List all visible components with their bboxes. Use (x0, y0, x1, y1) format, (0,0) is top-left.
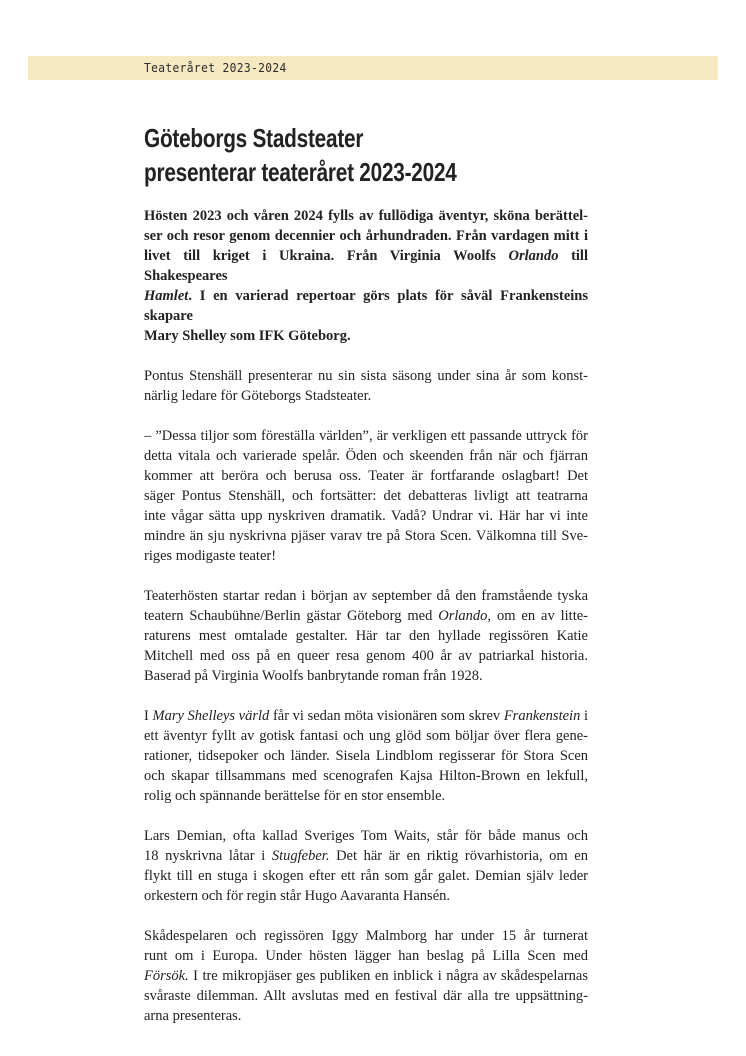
italic-title: Mary Shelleys värld (152, 708, 270, 724)
text-segment: detta vitala och varierade spelår. Öden och skeenden från när och fjärran (144, 448, 588, 464)
text-segment: i (580, 708, 589, 724)
text-line (144, 546, 588, 566)
text-line (144, 746, 588, 766)
text-segment: Teaterhösten startar redan i början av september då den framstående tyska (144, 588, 588, 604)
text-segment: rolig och spännande berättelse för en stor ensemble. (144, 788, 446, 804)
text-segment: ser och resor genom decennier och århundraden. Från vardagen mitt i (144, 228, 588, 244)
text-segment: Mitchell med oss på en queer resa genom 400 år av patriarkal historia. (144, 648, 588, 664)
text-line (144, 606, 588, 626)
text-line (144, 926, 588, 946)
text-segment: runt om i Europa. Under hösten lägger han beslag på Lilla Scen med (144, 948, 588, 964)
running-header: Teateråret 2023-2024 (144, 60, 287, 75)
text-line (144, 506, 588, 526)
header-band (28, 56, 718, 80)
text-segment: svåraste dilemman. Allt avslutas med en festival där alla tre uppsättning- (144, 988, 588, 1004)
text-line (144, 866, 588, 886)
italic-title: Orlando, (438, 608, 492, 624)
text-line (144, 206, 588, 226)
body-paragraph (144, 586, 588, 686)
text-segment: Baserad på Virginia Woolfs banbrytande roman från 1928. (144, 668, 483, 684)
text-segment: livet till kriget i Ukraina. Från Virginia Woolfs (144, 248, 509, 264)
text-segment: närlig ledare för Göteborgs Stadsteater. (144, 388, 372, 404)
article-body (144, 206, 588, 1046)
body-paragraph (144, 706, 588, 806)
text-segment: flykt till en stuga i skogen efter ett rån som går galet. Demian själv leder (144, 868, 588, 884)
text-segment: mindre än sju nyskrivna pjäser varav tre på Stora Scen. Välkomna till Sve- (144, 528, 588, 544)
text-segment: Pontus Stenshäll presenterar nu sin sista säsong under sina år som konst- (144, 368, 588, 384)
text-line (144, 586, 588, 606)
text-line (144, 386, 588, 406)
text-segment: och skapar tillsammans med scenografen Kajsa Hilton-Brown en lekfull, (144, 768, 588, 784)
text-segment: säger Pontus Stenshäll, och fortsätter: det debatteras livligt att teatrarna (144, 488, 588, 504)
text-line (144, 626, 588, 646)
body-paragraph (144, 366, 588, 406)
text-segment: Mary Shelley som IFK Göteborg. (144, 328, 351, 344)
italic-title: Hamlet (144, 288, 189, 304)
title-line-1: Göteborgs Stadsteater (144, 123, 364, 153)
text-line (144, 706, 588, 726)
text-line (144, 726, 588, 746)
text-line (144, 966, 588, 986)
text-segment: ett äventyr fyllt av gotisk fantasi och ung glöd som böljar över flera gene- (144, 728, 588, 744)
italic-title: Orlando (508, 248, 559, 264)
text-segment: I tre mikropjäser ges publiken en inblick i några av skådespelarnas (188, 968, 588, 984)
lead-paragraph (144, 206, 588, 346)
text-segment: riges modigaste teater! (144, 548, 277, 564)
text-line (144, 486, 588, 506)
text-line (144, 986, 588, 1006)
text-segment: Det här är en riktig rövarhistoria, om en (329, 848, 588, 864)
text-segment: Lars Demian, ofta kallad Sveriges Tom Waits, står för både manus och (144, 828, 588, 844)
text-segment: – ”Dessa tiljor som föreställa världen”, är verkligen ett passande uttryck för (144, 428, 588, 444)
text-line (144, 466, 588, 486)
text-segment: I (144, 708, 153, 724)
title-line-2: presenterar teateråret 2023-2024 (144, 157, 457, 187)
text-segment: 18 nyskrivna låtar i (144, 848, 272, 864)
text-line (144, 426, 588, 446)
text-segment: teatern Schaubühne/Berlin gästar Göteborg med (144, 608, 439, 624)
text-line (144, 666, 588, 686)
text-line (144, 366, 588, 386)
text-line (144, 766, 588, 786)
italic-title: Försök. (144, 968, 189, 984)
text-line (144, 786, 588, 806)
text-line (144, 286, 588, 326)
text-line (144, 1006, 588, 1026)
text-line (144, 846, 588, 866)
text-segment: kommer att beröra och berusa oss. Teater är fortfarande oslagbart! Det (144, 468, 588, 484)
text-line (144, 526, 588, 546)
text-segment: arna presenteras. (144, 1008, 242, 1024)
text-segment: raturens mest omtalade gestalter. Här tar den hyllade regissören Katie (144, 628, 588, 644)
body-paragraph (144, 926, 588, 1026)
text-segment: om en av litte- (491, 608, 588, 624)
text-line (144, 646, 588, 666)
text-segment: orkestern och för regin står Hugo Aavaranta Hansén. (144, 888, 451, 904)
body-paragraph (144, 426, 588, 566)
text-segment: till Shakespeares (144, 248, 588, 284)
text-segment: får vi sedan möta visionären som skrev (269, 708, 504, 724)
text-line (144, 246, 588, 286)
page-title (144, 121, 457, 189)
text-line (144, 326, 588, 346)
text-line (144, 446, 588, 466)
text-segment: Hösten 2023 och våren 2024 fylls av fullödiga äventyr, sköna berättel- (144, 208, 588, 224)
italic-title: Frankenstein (503, 708, 581, 724)
text-segment: Skådespelaren och regissören Iggy Malmborg har under 15 år turnerat (144, 928, 588, 944)
italic-title: Stugfeber. (271, 848, 330, 864)
body-paragraph (144, 826, 588, 906)
text-segment: rationer, tidsepoker och länder. Sisela Lindblom regisserar för Stora Scen (144, 748, 588, 764)
text-line (144, 946, 588, 966)
text-line (144, 886, 588, 906)
text-line (144, 826, 588, 846)
text-segment: . I en varierad repertoar görs plats för såväl Frankensteins skapare (144, 288, 588, 324)
text-segment: inte vågar sätta upp nyskriven dramatik. Vadå? Undrar vi. Här har vi inte (144, 508, 588, 524)
text-line (144, 226, 588, 246)
